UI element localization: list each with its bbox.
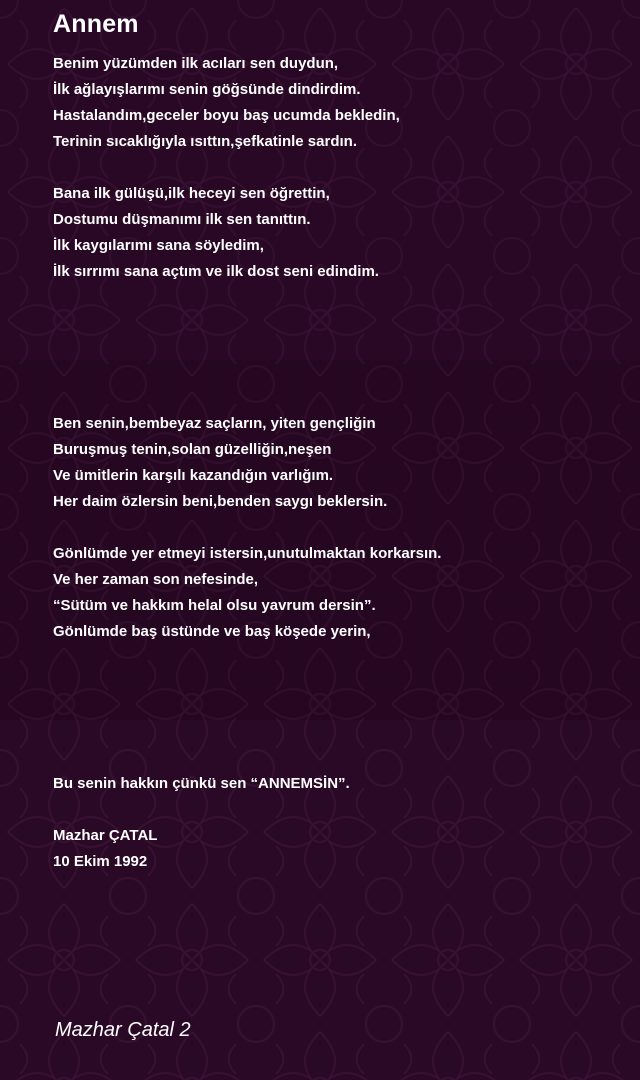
poem-line: Ben senin,bembeyaz saçların, yiten gençliğin — [53, 415, 376, 432]
poem-line: İlk ağlayışlarımı senin göğsünde dindirdim. — [53, 81, 361, 98]
poem-line: “Sütüm ve hakkım helal olsu yavrum dersin”. — [53, 597, 376, 614]
stanza-5 — [53, 771, 350, 797]
poem-title: Annem — [53, 10, 139, 38]
poem-line: Terinin sıcaklığıyla ısıttın,şefkatinle sardın. — [53, 133, 357, 150]
poem-line: Benim yüzümden ilk acıları sen duydun, — [53, 55, 339, 72]
poem-line: İlk kaygılarımı sana söyledim, — [53, 237, 264, 254]
poem-line: Gönlümde yer etmeyi istersin,unutulmaktan korkarsın. — [53, 545, 442, 562]
poem-line: Ve ümitlerin karşılı kazandığın varlığım. — [53, 467, 334, 484]
stanza-4 — [53, 541, 441, 645]
poem-date: 10 Ekim 1992 — [53, 853, 148, 870]
author-name: Mazhar ÇATAL — [53, 827, 158, 844]
poem-line: Bu senin hakkın çünkü sen “ANNEMSİN”. — [53, 775, 350, 792]
poem-line: Dostumu düşmanımı ilk sen tanıttın. — [53, 211, 311, 228]
stanza-2 — [53, 181, 379, 285]
stanza-1 — [53, 51, 400, 155]
signature-block — [53, 823, 157, 875]
poem-line: Bana ilk gülüşü,ilk heceyi sen öğrettin, — [53, 185, 330, 202]
poem-line: Gönlümde baş üstünde ve baş köşede yerin, — [53, 623, 371, 640]
poem-line: Buruşmuş tenin,solan güzelliğin,neşen — [53, 441, 332, 458]
poem-line: İlk sırrımı sana açtım ve ilk dost seni edindim. — [53, 263, 379, 280]
poem-line: Hastalandım,geceler boyu baş ucumda bekledin, — [53, 107, 400, 124]
poem-line: Her daim özlersin beni,benden saygı beklersin. — [53, 493, 388, 510]
stanza-3 — [53, 411, 387, 515]
poem-line: Ve her zaman son nefesinde, — [53, 571, 259, 588]
footer-author-signature: Mazhar Çatal 2 — [55, 1019, 191, 1041]
